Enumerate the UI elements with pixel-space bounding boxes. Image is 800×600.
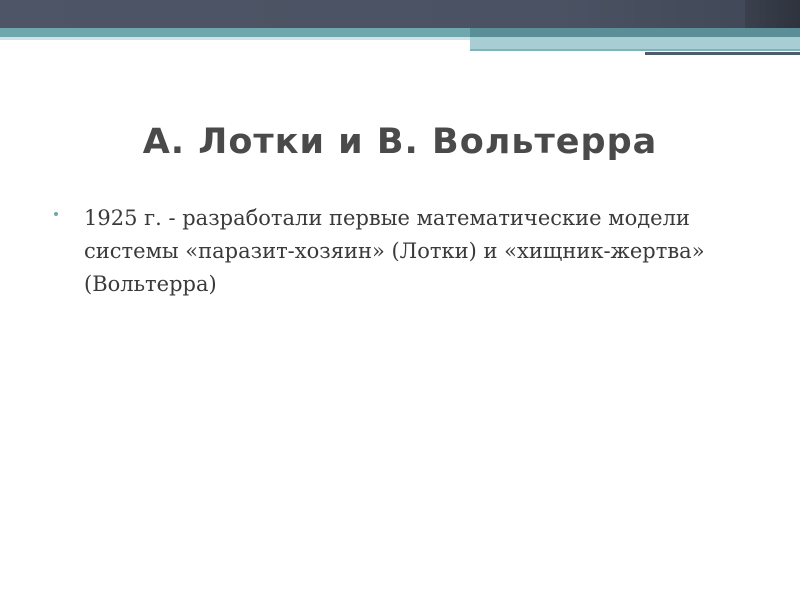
header-bar-light bbox=[470, 37, 800, 49]
bullet-text: 1925 г. - разработали первые математические модели системы «паразит-хозяин» (Лотки) и «хищник-жертва» (Вольтерра) bbox=[84, 206, 705, 296]
header-bar-dark-end bbox=[745, 0, 800, 28]
header-line-teal bbox=[470, 49, 800, 51]
bullet-item bbox=[52, 202, 772, 301]
header-bar-light-thin bbox=[0, 37, 470, 40]
bullet-list bbox=[52, 202, 772, 301]
header-line-dark bbox=[645, 52, 800, 55]
bullet-dot-icon bbox=[54, 212, 58, 216]
header-bar-teal-accent bbox=[470, 28, 800, 37]
header-bar-dark bbox=[0, 0, 800, 28]
slide-title: А. Лотки и В. Вольтерра bbox=[142, 122, 658, 162]
